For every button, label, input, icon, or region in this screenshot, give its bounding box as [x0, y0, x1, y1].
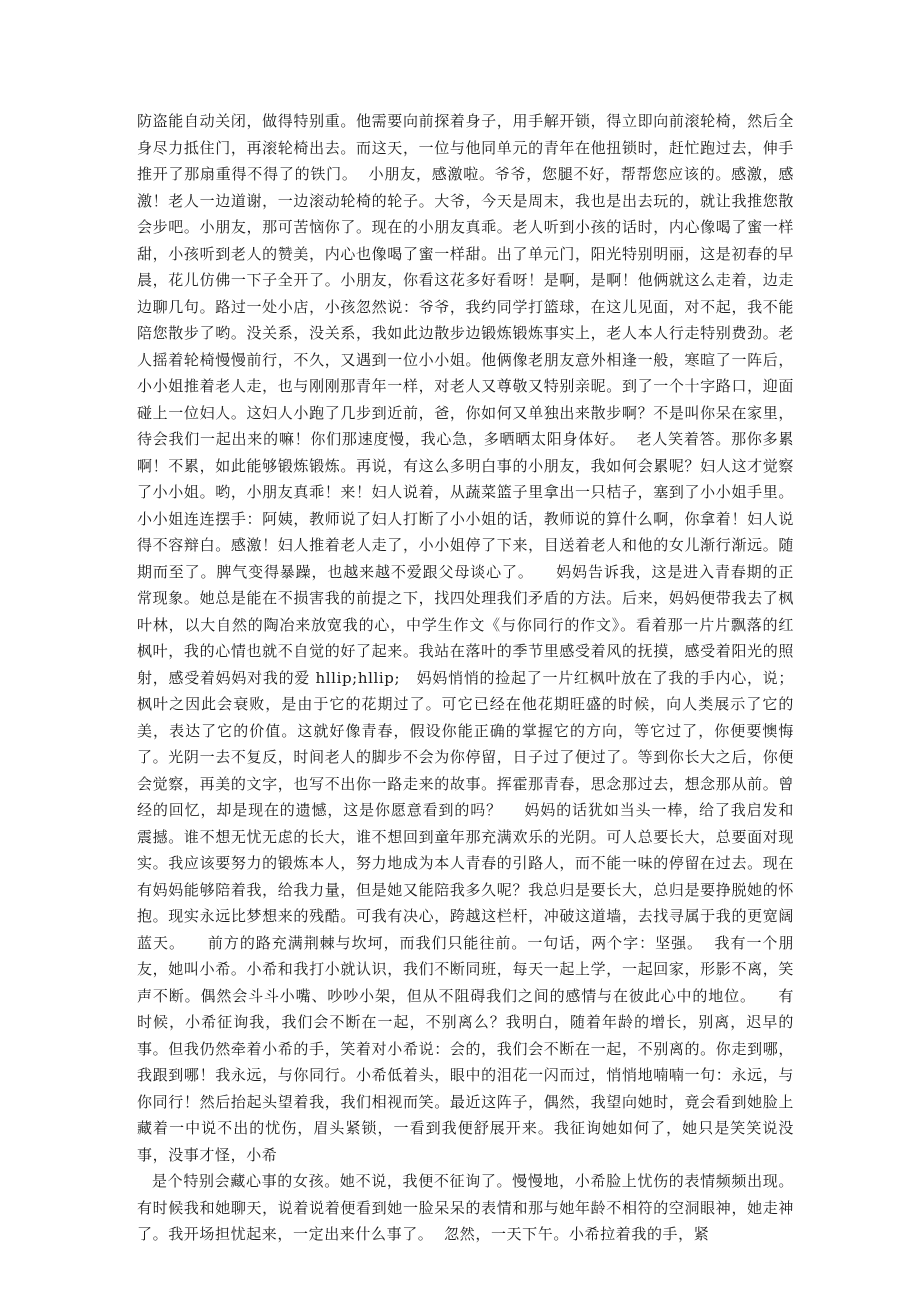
- body-text: [137, 108, 794, 1248]
- paragraph-2: 是个特别会藏心事的女孩。她不说，我便不征询了。慢慢地，小希脸上忧伤的表情频频出现。有时候我和她聊天，说着说着便看到她一脸呆呆的表情和那与她年龄不相符的空洞眼神，她走神了。我开场担忧起来，一定出来什么事了。 忽然，一天下午。小希拉着我的手，紧: [137, 1172, 794, 1243]
- paragraph-1: 防盗能自动关闭，做得特别重。他需要向前探着身子，用手解开锁，得立即向前滚轮椅，然后全身尽力抵住门，再滚轮椅出去。而这天，一位与他同单元的青年在他扭锁时，赶忙跑过去，伸手推开了那扇重得不得了的铁门。 小朋友，感激啦。爷爷，您腿不好，帮帮您应该的。感激，感激！老人一边道谢，一边滚动轮椅的轮子。大爷，今天是周末，我也是出去玩的，就让我推您散会步吧。小朋友，那可苦恼你了。现在的小朋友真乖。老人听到小孩的话时，内心像喝了蜜一样甜，小孩听到老人的赞美，内心也像喝了蜜一样甜。出了单元门，阳光特别明丽，这是初春的早晨，花儿仿佛一下子全开了。小朋友，你看这花多好看呀！是啊，是啊！他俩就这么走着，边走边聊几句。路过一处小店，小孩忽然说：爷爷，我约同学打篮球，在这儿见面，对不起，我不能陪您散步了哟。没关系，没关系，我如此边散步边锻炼锻炼事实上，老人本人行走特别费劲。老人摇着轮椅慢慢前行，不久，又遇到一位小小姐。他俩像老朋友意外相逢一般，寒暄了一阵后，小小姐推着老人走，也与刚刚那青年一样，对老人又尊敬又特别亲昵。到了一个十字路口，迎面碰上一位妇人。这妇人小跑了几步到近前，爸，你如何又单独出来散步啊？不是叫你呆在家里，待会我们一起出来的嘛！你们那速度慢，我心急，多晒晒太阳身体好。 老人笑着答。那你多累啊！不累，如此能够锻炼锻炼。再说，有这么多明白事的小朋友，我如何会累呢？妇人这才觉察了小小姐。哟，小朋友真乖！来！妇人说着，从蔬菜篮子里拿出一只桔子，塞到了小小姐手里。小小姐连连摆手：阿姨，教师说了妇人打断了小小姐的话，教师说的算什么啊，你拿着！妇人说得不容辩白。感激！妇人推着老人走了，小小姐停了下来，目送着老人和他的女儿渐行渐远。随期而至了。脾气变得暴躁，也越来越不爱跟父母谈心了。 妈妈告诉我，这是进入青春期的正常现象。她总是能在不损害我的前提之下，找四处理我们矛盾的方法。后来，妈妈便带我去了枫叶林，以大自然的陶冶来放宽我的心，中学生作文《与你同行的作文》。看着那一片片飘落的红枫叶，我的心情也就不自觉的好了起来。我站在落叶的季节里感受着风的抚摸，感受着阳光的照射，感受着妈妈对我的爱 hllip;hllip; 妈妈悄悄的捡起了一片红枫叶放在了我的手内心，说；枫叶之因此会衰败，是由于它的花期过了。可它已经在他花期旺盛的时候，向人类展示了它的美，表达了它的价值。这就好像青春，假设你能正确的掌握它的方向，等它过了，你便要懊悔了。光阴一去不复反，时间老人的脚步不会为你停留，日子过了便过了。等到你长大之后，你便会觉察，再美的文字，也写不出你一路走来的故事。挥霍那青春，思念那过去，想念那从前。曾经的回忆，却是现在的遗憾，这是你愿意看到的吗？ 妈妈的话犹如当头一棒，给了我启发和震撼。谁不想无忧无虑的长大，谁不想回到童年那充满欢乐的光阴。可人总要长大，总要面对现实。我应该要努力的锻炼本人，努力地成为本人青春的引路人，而不能一味的停留在过去。现在有妈妈能够陪着我，给我力量，但是她又能陪我多久呢？我总归是要长大，总归是要挣脱她的怀抱。现实永远比梦想来的残酷。可我有决心，跨越这栏杆，冲破这道墙，去找寻属于我的更宽阔蓝天。 前方的路充满荆棘与坎坷，而我们只能往前。一句话，两个字：坚强。 我有一个朋友，她叫小希。小希和我打小就认识，我们不断同班，每天一起上学，一起回家，形影不离，笑声不断。偶然会斗斗小嘴、吵吵小架，但从不阻碍我们之间的感情与在彼此心中的地位。 有时候，小希征询我，我们会不断在一起，不别离么？我明白，随着年龄的增长，别离，迟早的事。但我仍然牵着小希的手，笑着对小希说：会的，我们会不断在一起，不别离的。你走到哪，我跟到哪！我永远，与你同行。小希低着头，眼中的泪花一闪而过，悄悄地喃喃一句：永远，与你同行！然后抬起头望着我，我们相视而笑。最近这阵子，偶然，我望向她时，竟会看到她脸上藏着一中说不出的忧伤，眉头紧锁，一看到我便舒展开来。我征询她如何了，她只是笑笑说没事，没事才怪，小希: [137, 112, 794, 1164]
